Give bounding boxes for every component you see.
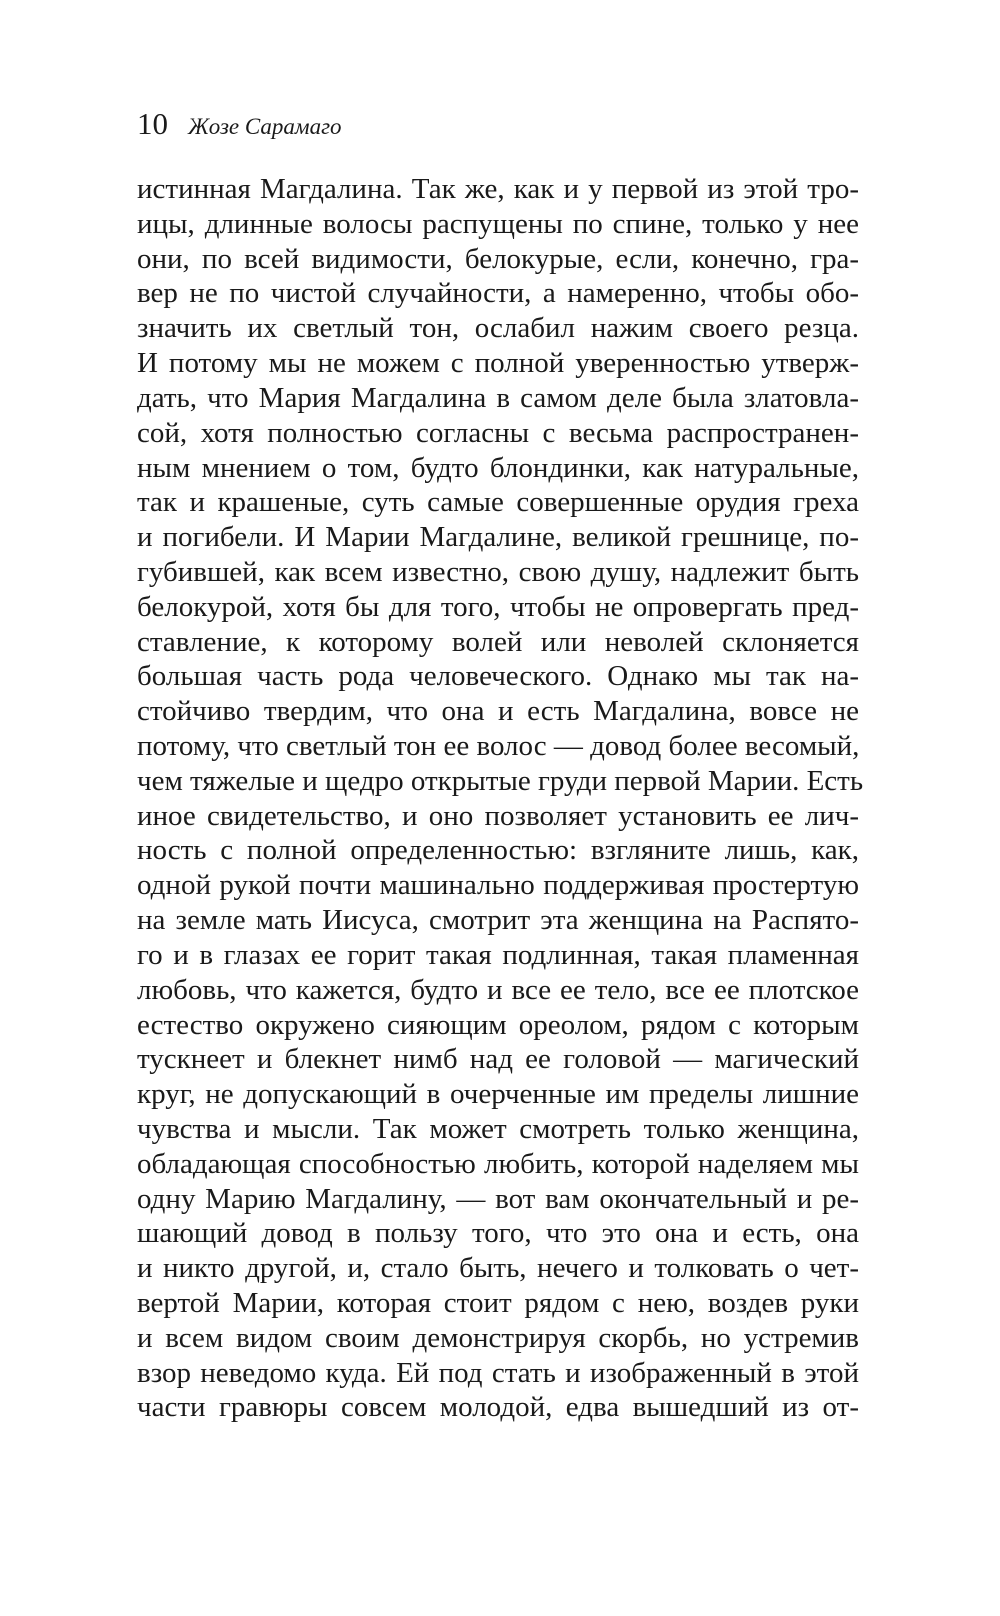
text-line: го и в глазах ее горит такая подлинная, такая пламенная <box>137 938 859 971</box>
running-title-author: Жозе Сарамаго <box>188 114 342 139</box>
text-line: сой, хотя полностью согласны с весьма распространен- <box>137 416 859 449</box>
text-line: большая часть рода человеческого. Однако мы так на- <box>137 660 859 693</box>
text-line: и никто другой, и, стало быть, нечего и толковать о чет- <box>137 1252 859 1285</box>
text-line: ицы, длинные волосы распущены по спине, только у нее <box>137 207 859 240</box>
text-line: белокурой, хотя бы для того, чтобы не опровергать пред- <box>137 590 859 623</box>
text-line: значить их светлый тон, ослабил нажим своего резца. <box>137 312 859 345</box>
text-line: шающий довод в пользу того, что это она и есть, она <box>137 1217 859 1250</box>
text-line: чувства и мысли. Так может смотреть только женщина, <box>137 1112 859 1145</box>
text-line: обладающая способностью любить, которой наделяем мы <box>137 1147 859 1180</box>
text-line: ставление, к которому волей или неволей склоняется <box>137 625 859 658</box>
text-line: потому, что светлый тон ее волос — довод более весомый, <box>137 730 860 762</box>
page-number: 10 <box>137 106 168 141</box>
text-line: так и крашеные, суть самые совершенные орудия греха <box>137 486 859 519</box>
text-line: на земле мать Иисуса, смотрит эта женщина на Распято- <box>137 904 859 937</box>
running-head <box>137 106 342 146</box>
text-line: и всем видом своим демонстрируя скорбь, но устремив <box>137 1321 859 1354</box>
text-line: любовь, что кажется, будто и все ее тело, все ее плотское <box>137 973 859 1006</box>
text-line: круг, не допускающий в очерченные им пределы лишние <box>137 1078 859 1111</box>
text-line: взор неведомо куда. Ей под стать и изображенный в этой <box>137 1356 859 1389</box>
text-line: иное свидетельство, и оно позволяет установить ее лич- <box>137 799 859 832</box>
text-line: вертой Марии, которая стоит рядом с нею, воздев руки <box>137 1287 859 1319</box>
text-line: чем тяжелые и щедро открытые груди первой Марии. Есть <box>137 764 864 797</box>
text-line: и погибели. И Марии Магдалине, великой грешнице, по- <box>137 521 859 554</box>
text-line: ность с полной определенностью: взгляните лишь, как, <box>137 834 859 867</box>
text-line: стойчиво твердим, что она и есть Магдалина, вовсе не <box>137 695 859 728</box>
text-line: дать, что Мария Магдалина в самом деле была златовла- <box>137 381 859 414</box>
text-line: губившей, как всем известно, свою душу, надлежит быть <box>137 555 859 588</box>
text-line: тускнеет и блекнет нимб над ее головой — магический <box>137 1043 859 1076</box>
text-line: части гравюры совсем молодой, едва вышедший из от- <box>137 1391 859 1424</box>
text-line: они, по всей видимости, белокурые, если, конечно, гра- <box>137 242 859 275</box>
text-line: истинная Магдалина. Так же, как и у первой из этой тро- <box>137 173 859 205</box>
text-line: ным мнением о том, будто блондинки, как натуральные, <box>137 451 859 484</box>
text-line: одну Марию Магдалину, — вот вам окончательный и ре- <box>137 1182 859 1215</box>
text-line: И потому мы не можем с полной уверенностью утверж- <box>137 347 859 380</box>
text-line: одной рукой почти машинально поддерживая простертую <box>137 869 859 902</box>
text-line: естество окружено сияющим ореолом, рядом с которым <box>137 1008 859 1041</box>
text-line: вер не по чистой случайности, а намеренно, чтобы обо- <box>137 277 859 310</box>
body-text <box>137 172 864 1425</box>
